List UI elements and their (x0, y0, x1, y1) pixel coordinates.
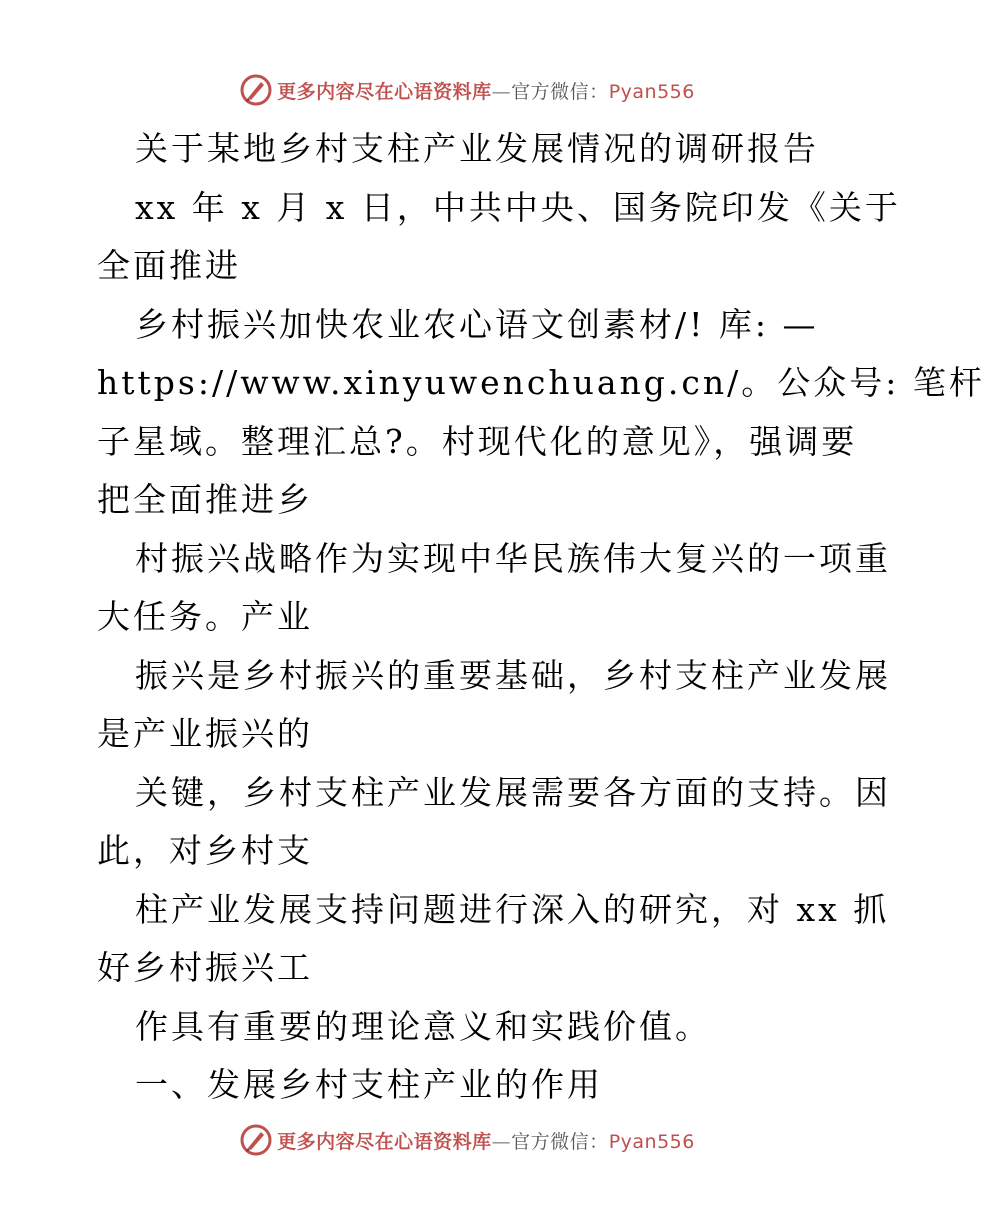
footer-separator: — (491, 1130, 512, 1153)
text-line: 子星域。整理汇总?。村现代化的意见》，强调要 (97, 421, 858, 461)
text-line: 乡村振兴加快农业农心语文创素材/! 库: — (135, 304, 819, 344)
header-separator: — (491, 80, 512, 103)
text-line: 大任务。产业 (97, 597, 313, 636)
header-wechat-id: Pyan556 (608, 80, 695, 103)
footer-banner-content (239, 1123, 695, 1157)
footer-wechat-id: Pyan556 (608, 1130, 695, 1153)
text-line: xx 年 x 月 x 日，中共中央、国务院印发《关于 (135, 187, 901, 227)
header-banner (0, 70, 950, 110)
text-line: 作具有重要的理论意义和实践价值。 (135, 1006, 711, 1046)
text-line: 关键，乡村支柱产业发展需要各方面的支持。因 (135, 772, 891, 812)
footer-wechat-label: 官方微信： (511, 1130, 609, 1153)
text-line-url: https://www.xinyuwenchuang.cn/。公众号: 笔杆 (97, 363, 985, 402)
quill-pen-logo-icon (239, 1123, 273, 1157)
text-line: 柱产业发展支持问题进行深入的研究，对 xx 抓 (135, 889, 890, 929)
quill-pen-logo-icon (239, 73, 273, 107)
footer-banner (0, 1120, 950, 1160)
header-wechat-label: 官方微信： (511, 80, 609, 103)
header-banner-text (277, 77, 695, 104)
header-banner-content (239, 73, 695, 107)
text-line: 是产业振兴的 (97, 714, 313, 753)
text-line: 把全面推进乡 (97, 480, 313, 519)
footer-banner-text (277, 1127, 695, 1154)
text-line: 村振兴战略作为实现中华民族伟大复兴的一项重 (135, 538, 891, 578)
text-line: 此，对乡村支 (97, 831, 313, 870)
text-line: 振兴是乡村振兴的重要基础，乡村支柱产业发展 (135, 655, 891, 695)
section-heading-line: 一、发展乡村支柱产业的作用 (135, 1065, 603, 1104)
document-body (97, 120, 985, 1115)
header-brand-text: 更多内容尽在心语资料库 (277, 80, 492, 103)
text-line: 好乡村振兴工 (97, 948, 313, 987)
footer-brand-text: 更多内容尽在心语资料库 (277, 1130, 492, 1153)
text-line: 全面推进 (97, 246, 241, 285)
document-title-line: 关于某地乡村支柱产业发展情况的调研报告 (135, 129, 819, 168)
